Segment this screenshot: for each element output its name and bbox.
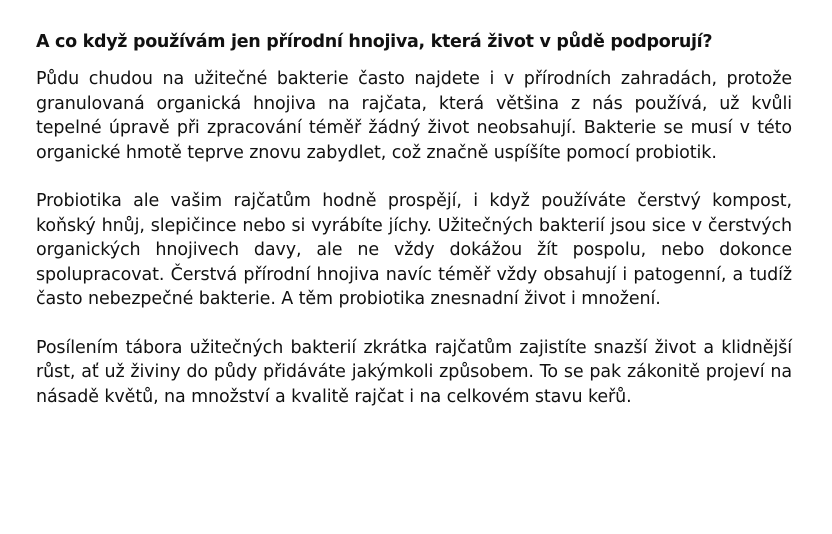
article-paragraph-2: Probiotika ale vašim rajčatům hodně prospějí, i když používáte čerstvý kompost, koňský hnůj, slepičince nebo si vyrábíte jíchy. Užitečných bakterií jsou sice v čerstvých organických hnojivech davy, ale ne vždy dokážou žít pospolu, nebo dokonce spolupracovat. Čerstvá přírodní hnojiva navíc téměř vždy obsahují i patogenní, a tudíž často nebezpečné bakterie. A těm probiotika znesnadní život i množení. — [36, 191, 792, 309]
article-paragraph-3: Posílením tábora užitečných bakterií zkrátka rajčatům zajistíte snazší život a klidnější růst, ať už živiny do půdy přidáváte jakýmkoli způsobem. To se pak zákonitě projeví na násadě květů, na množství a kvalitě rajčat i na celkovém stavu keřů. — [36, 337, 792, 407]
article-paragraph-1: Půdu chudou na užitečné bakterie často najdete i v přírodních zahradách, protože granulovaná organická hnojiva na rajčata, která většina z nás používá, už kvůli tepelné úpravě při zpracování téměř žádný život neobsahují. Bakterie se musí v této organické hmotě teprve znovu zabydlet, což značně uspíšíte pomocí probiotik. — [36, 69, 792, 163]
article-heading: A co když používám jen přírodní hnojiva, která život v půdě podporují? — [36, 32, 713, 52]
article — [36, 30, 792, 433]
